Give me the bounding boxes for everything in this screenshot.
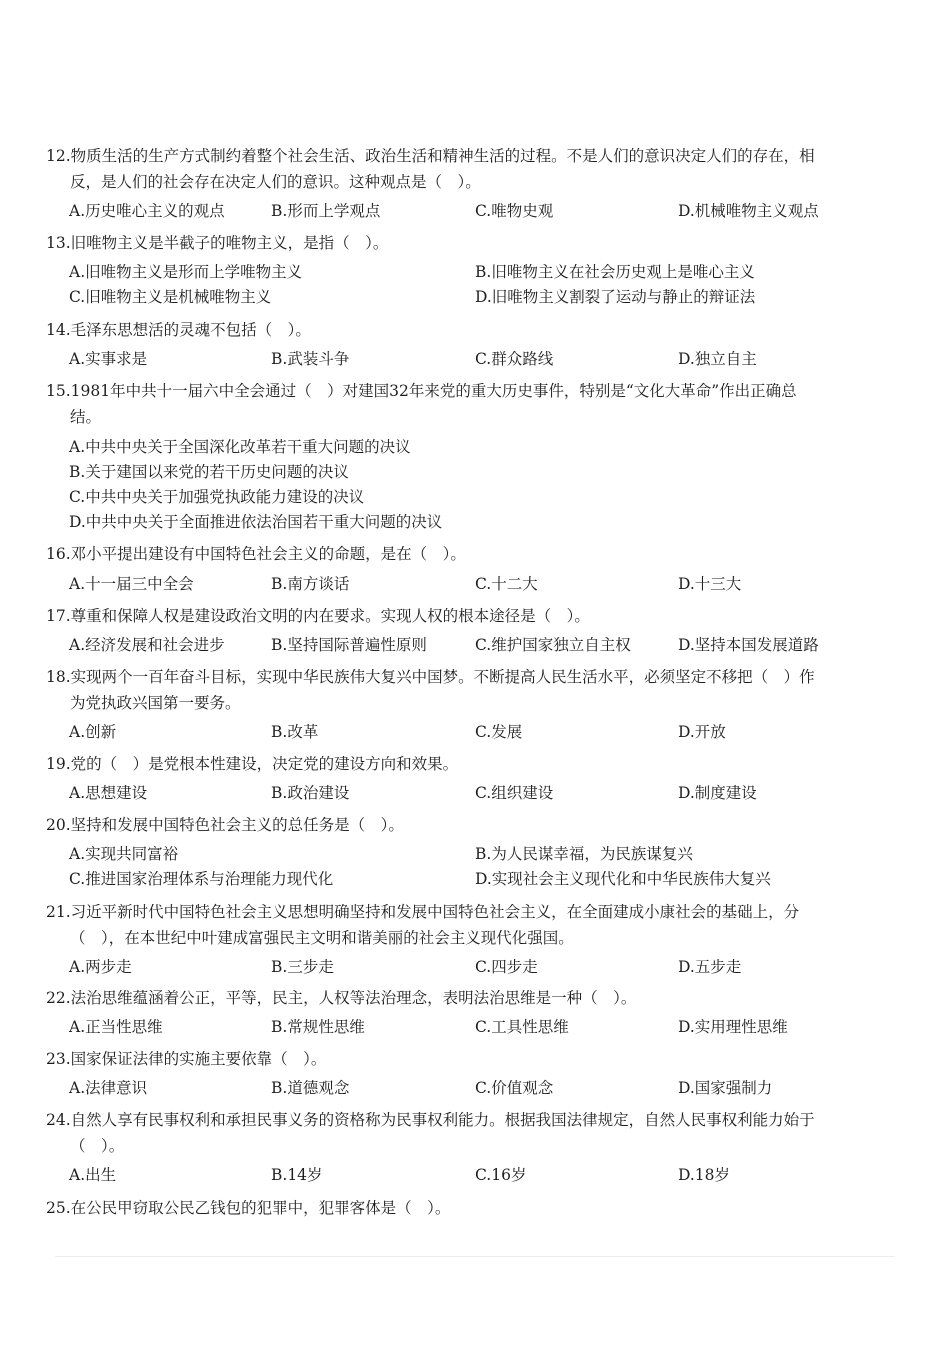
question-stem-q23 bbox=[46, 1046, 886, 1072]
question-stem-q21 bbox=[46, 899, 886, 951]
option-q19-c: C.组织建设 bbox=[475, 784, 554, 802]
question-stem-line: 13.旧唯物主义是半截子的唯物主义，是指（ ）。 bbox=[46, 234, 389, 252]
option-q13-d: D.旧唯物主义割裂了运动与静止的辩证法 bbox=[475, 288, 756, 306]
question-stem-line: 16.邓小平提出建设有中国特色社会主义的命题，是在（ ）。 bbox=[46, 545, 466, 563]
option-q17-c: C.维护国家独立自主权 bbox=[475, 636, 631, 654]
question-stem-q14 bbox=[46, 317, 886, 343]
option-q21-c: C.四步走 bbox=[475, 958, 538, 976]
option-q19-b: B.政治建设 bbox=[271, 784, 350, 802]
option-q15-d: D.中共中央关于全面推进依法治国若干重大问题的决议 bbox=[69, 513, 443, 531]
option-q21-a: A.两步走 bbox=[69, 958, 132, 976]
question-stem-q24 bbox=[46, 1107, 886, 1159]
option-q18-b: B.改革 bbox=[271, 723, 319, 741]
option-q15-c: C.中共中央关于加强党执政能力建设的决议 bbox=[69, 488, 365, 506]
option-q22-a: A.正当性思维 bbox=[69, 1018, 163, 1036]
option-q16-b: B.南方谈话 bbox=[271, 575, 350, 593]
question-stem-line: 反，是人们的社会存在决定人们的意识。这种观点是（ ）。 bbox=[70, 173, 481, 191]
option-q20-d: D.实现社会主义现代化和中华民族伟大复兴 bbox=[475, 870, 771, 888]
question-stem-line: 20.坚持和发展中国特色社会主义的总任务是（ ）。 bbox=[46, 816, 404, 834]
option-q22-c: C.工具性思维 bbox=[475, 1018, 569, 1036]
question-stem-q15 bbox=[46, 378, 886, 430]
question-stem-line: 24.自然人享有民事权利和承担民事义务的资格称为民事权利能力。根据我国法律规定，自然人民事权利能力始于 bbox=[46, 1111, 815, 1129]
question-stem-q22 bbox=[46, 985, 886, 1011]
option-q12-a: A.历史唯心主义的观点 bbox=[69, 202, 225, 220]
option-q24-b: B.14岁 bbox=[271, 1166, 323, 1184]
option-q19-a: A.思想建设 bbox=[69, 784, 148, 802]
option-q14-d: D.独立自主 bbox=[678, 350, 757, 368]
question-stem-line: （ ），在本世纪中叶建成富强民主文明和谐美丽的社会主义现代化强国。 bbox=[70, 929, 574, 947]
option-q16-a: A.十一届三中全会 bbox=[69, 575, 194, 593]
question-stem-q12 bbox=[46, 143, 886, 195]
option-q17-d: D.坚持本国发展道路 bbox=[678, 636, 819, 654]
question-stem-line: 14.毛泽东思想活的灵魂不包括（ ）。 bbox=[46, 321, 311, 339]
option-q23-d: D.国家强制力 bbox=[678, 1079, 773, 1097]
question-stem-q20 bbox=[46, 812, 886, 838]
option-q24-d: D.18岁 bbox=[678, 1166, 731, 1184]
option-q14-b: B.武装斗争 bbox=[271, 350, 350, 368]
question-stem-line: 为党执政兴国第一要务。 bbox=[70, 694, 241, 712]
question-stem-q16 bbox=[46, 541, 886, 567]
option-q22-b: B.常规性思维 bbox=[271, 1018, 365, 1036]
option-q15-b: B.关于建国以来党的若干历史问题的决议 bbox=[69, 463, 349, 481]
question-stem-q18 bbox=[46, 664, 886, 716]
option-q14-a: A.实事求是 bbox=[69, 350, 148, 368]
option-q18-d: D.开放 bbox=[678, 723, 726, 741]
option-q22-d: D.实用理性思维 bbox=[678, 1018, 788, 1036]
question-stem-q25 bbox=[46, 1195, 886, 1221]
option-q20-c: C.推进国家治理体系与治理能力现代化 bbox=[69, 870, 334, 888]
option-q20-a: A.实现共同富裕 bbox=[69, 845, 179, 863]
question-stem-line: 18.实现两个一百年奋斗目标，实现中华民族伟大复兴中国梦。不断提高人民生活水平，必须坚定不移把（ ）作 bbox=[46, 668, 815, 686]
option-q17-b: B.坚持国际普遍性原则 bbox=[271, 636, 427, 654]
question-stem-q13 bbox=[46, 230, 886, 256]
option-q18-a: A.创新 bbox=[69, 723, 117, 741]
question-stem-line: 21.习近平新时代中国特色社会主义思想明确坚持和发展中国特色社会主义，在全面建成小康社会的基础上，分 bbox=[46, 903, 800, 921]
option-q13-b: B.旧唯物主义在社会历史观上是唯心主义 bbox=[475, 263, 755, 281]
option-q16-c: C.十二大 bbox=[475, 575, 538, 593]
option-q12-b: B.形而上学观点 bbox=[271, 202, 381, 220]
option-q23-c: C.价值观念 bbox=[475, 1079, 554, 1097]
option-q18-c: C.发展 bbox=[475, 723, 523, 741]
question-stem-line: 22.法治思维蕴涵着公正，平等，民主，人权等法治理念，表明法治思维是一种（ ）。 bbox=[46, 989, 637, 1007]
option-q24-c: C.16岁 bbox=[475, 1166, 527, 1184]
option-q24-a: A.出生 bbox=[69, 1166, 117, 1184]
question-stem-line: （ ）。 bbox=[70, 1137, 125, 1155]
footer-divider bbox=[55, 1256, 895, 1257]
option-q15-a: A.中共中央关于全国深化改革若干重大问题的决议 bbox=[69, 438, 411, 456]
option-q20-b: B.为人民谋幸福，为民族谋复兴 bbox=[475, 845, 693, 863]
option-q13-a: A.旧唯物主义是形而上学唯物主义 bbox=[69, 263, 303, 281]
option-q14-c: C.群众路线 bbox=[475, 350, 554, 368]
option-q13-c: C.旧唯物主义是机械唯物主义 bbox=[69, 288, 272, 306]
option-q23-b: B.道德观念 bbox=[271, 1079, 350, 1097]
option-q12-c: C.唯物史观 bbox=[475, 202, 554, 220]
question-stem-line: 结。 bbox=[70, 408, 102, 426]
question-stem-line: 17.尊重和保障人权是建设政治文明的内在要求。实现人权的根本途径是（ ）。 bbox=[46, 607, 590, 625]
question-stem-line: 25.在公民甲窃取公民乙钱包的犯罪中，犯罪客体是（ ）。 bbox=[46, 1199, 451, 1217]
question-stem-q19 bbox=[46, 751, 886, 777]
option-q16-d: D.十三大 bbox=[678, 575, 742, 593]
option-q19-d: D.制度建设 bbox=[678, 784, 757, 802]
question-stem-line: 12.物质生活的生产方式制约着整个社会生活、政治生活和精神生活的过程。不是人们的意识决定人们的存在，相 bbox=[46, 147, 815, 165]
option-q23-a: A.法律意识 bbox=[69, 1079, 148, 1097]
question-stem-q17 bbox=[46, 603, 886, 629]
option-q17-a: A.经济发展和社会进步 bbox=[69, 636, 225, 654]
question-stem-line: 19.党的（ ）是党根本性建设，决定党的建设方向和效果。 bbox=[46, 755, 459, 773]
option-q21-b: B.三步走 bbox=[271, 958, 334, 976]
question-stem-line: 15.1981年中共十一届六中全会通过（ ）对建国32年来党的重大历史事件，特别是“文化大革命”作出正确总 bbox=[46, 382, 797, 400]
question-stem-line: 23.国家保证法律的实施主要依靠（ ）。 bbox=[46, 1050, 327, 1068]
option-q21-d: D.五步走 bbox=[678, 958, 742, 976]
option-q12-d: D.机械唯物主义观点 bbox=[678, 202, 819, 220]
